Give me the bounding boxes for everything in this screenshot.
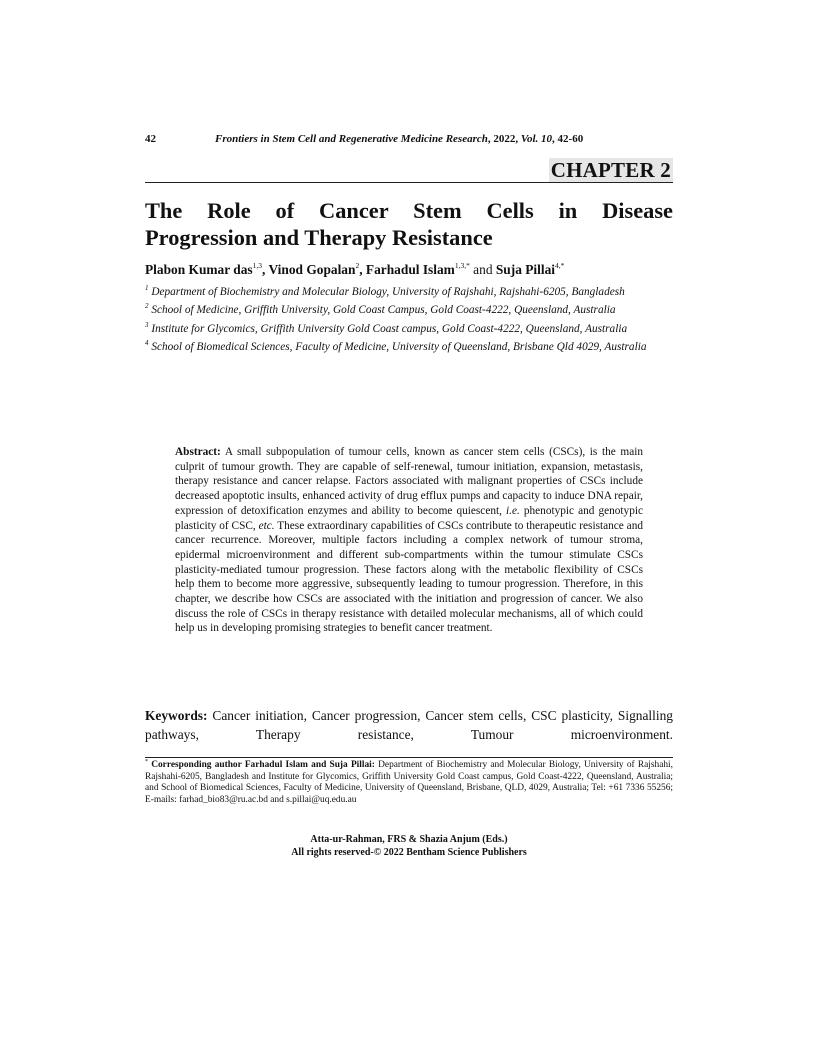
- affiliations: [145, 285, 673, 359]
- affiliation-number: 4: [145, 339, 149, 348]
- affiliation: [145, 285, 673, 300]
- chapter-rule: [145, 182, 673, 183]
- affiliation: [145, 340, 673, 355]
- affiliation-text: School of Biomedical Sciences, Faculty of Medicine, University of Queensland, Brisbane Qld 4029, Australia: [148, 341, 647, 354]
- keywords-label: Keywords:: [145, 708, 208, 723]
- abstract-label: Abstract:: [175, 446, 221, 458]
- author-name: Suja Pillai: [495, 262, 556, 277]
- journal-name: Frontiers in Stem Cell and Regenerative Medicine Research: [215, 133, 488, 145]
- chapter-title: [145, 197, 673, 251]
- affiliation-number: 3: [145, 320, 149, 329]
- corresponding-author-footnote: [145, 760, 673, 806]
- affiliation-number: 2: [145, 302, 149, 311]
- publisher-block: [145, 834, 673, 859]
- affiliation: [145, 322, 673, 337]
- abstract-text: phenotypic and genotypic plasticity of CSC,: [175, 504, 644, 532]
- author-affil-sup: 2: [355, 261, 360, 270]
- author-list: [145, 262, 673, 278]
- affiliation-text: School of Medicine, Griffith University, Gold Coast Campus, Gold Coast-4222, Queensland, Australia: [148, 304, 616, 317]
- author-affil-sup: 1,3: [252, 261, 263, 270]
- abstract-etc: etc.: [258, 519, 275, 532]
- copyright-line: All rights reserved-© 2022 Bentham Science Publishers: [291, 846, 527, 858]
- author-name: Vinod Gopalan: [268, 262, 356, 277]
- abstract-text: These extraordinary capabilities of CSCs contribute to therapeutic resistance and cancer recurrence. Moreover, multiple factors including a complex network of tumour stroma, epidermal microenvironment and different sub-compartments within the tumour stimulate CSCs plasticity-mediated tumour progression. These factors along with the metabolic flexibility of CSCs help them to become more aggressive, subsequently leading to tumour progression. Therefore, in this chapter, we describe how CSCs are associated with the initiation and progression of cancer. We also discuss the role of CSCs in therapy resistance with detailed molecular mechanisms, all of which could help us in developing promising strategies to benefit cancer treatment.: [175, 519, 643, 635]
- title-line-1: The Role of Cancer Stem Cells in Disease: [145, 198, 673, 223]
- journal-year: , 2022,: [487, 133, 521, 145]
- author-name: Farhadul Islam: [365, 262, 455, 277]
- title-line-2: Progression and Therapy Resistance: [145, 225, 493, 250]
- page-number: 42: [145, 133, 156, 145]
- chapter-label: CHAPTER 2: [550, 158, 671, 182]
- author-and: and: [469, 262, 496, 277]
- journal-volume: Vol. 10: [520, 133, 553, 145]
- footnote-mark: *: [145, 759, 148, 765]
- journal-citation: [215, 133, 583, 145]
- author-name: Plabon Kumar das: [145, 262, 253, 277]
- abstract: [175, 445, 643, 636]
- editors-line: Atta-ur-Rahman, FRS & Shazia Anjum (Eds.): [310, 834, 508, 845]
- footnote-text: Department of Biochemistry and Molecular Biology, University of Rajshahi, Rajshahi-6205, Bangladesh and Institute for Glycomics, Griffith University Gold Coast campus, Gold Coast-4222, Queensland, Australia; and School of Biomedical Sciences, Faculty of Medicine, University of Queensland, Brisbane, QLD, 4029, Australia; Tel: +61 7336 55256; E-mails: farhad_bio83@ru.ac.bd and s.pillai@uq.edu.au: [145, 760, 674, 805]
- keywords-text: Cancer initiation, Cancer progression, Cancer stem cells, CSC plasticity, Signalling pathways, Therapy resistance, Tumour microenvironment.: [145, 708, 673, 742]
- affiliation: [145, 303, 673, 318]
- affiliation-text: Department of Biochemistry and Molecular Biology, University of Rajshahi, Rajshahi-6205, Bangladesh: [148, 286, 625, 298]
- abstract-ie: i.e.: [506, 504, 520, 517]
- author-separator: ,: [262, 262, 269, 277]
- author-separator: ,: [359, 262, 366, 277]
- author-affil-sup: 4,*: [555, 261, 565, 270]
- affiliation-number: 1: [145, 284, 149, 292]
- footnote-label: Corresponding author Farhadul Islam and Suja Pillai:: [148, 760, 375, 770]
- journal-pages: , 42-60: [552, 133, 584, 145]
- author-affil-sup: 1,3,*: [454, 261, 470, 270]
- affiliation-text: Institute for Glycomics, Griffith University Gold Coast campus, Gold Coast-4222, Queensland, Australia: [148, 322, 628, 335]
- keywords: [145, 707, 673, 744]
- abstract-text: A small subpopulation of tumour cells, known as cancer stem cells (CSCs), is the main culprit of tumour growth. They are capable of self-renewal, tumour initiation, expansion, metastasis, therapy resistance and cancer relapse. Factors associated with malignant properties of CSCs include decreased apoptotic insults, enhanced activity of drug efflux pumps and capacity to induce DNA repair, expression of detoxification enzymes and ability to become quiescent,: [175, 446, 643, 517]
- footnote-rule: [145, 757, 673, 758]
